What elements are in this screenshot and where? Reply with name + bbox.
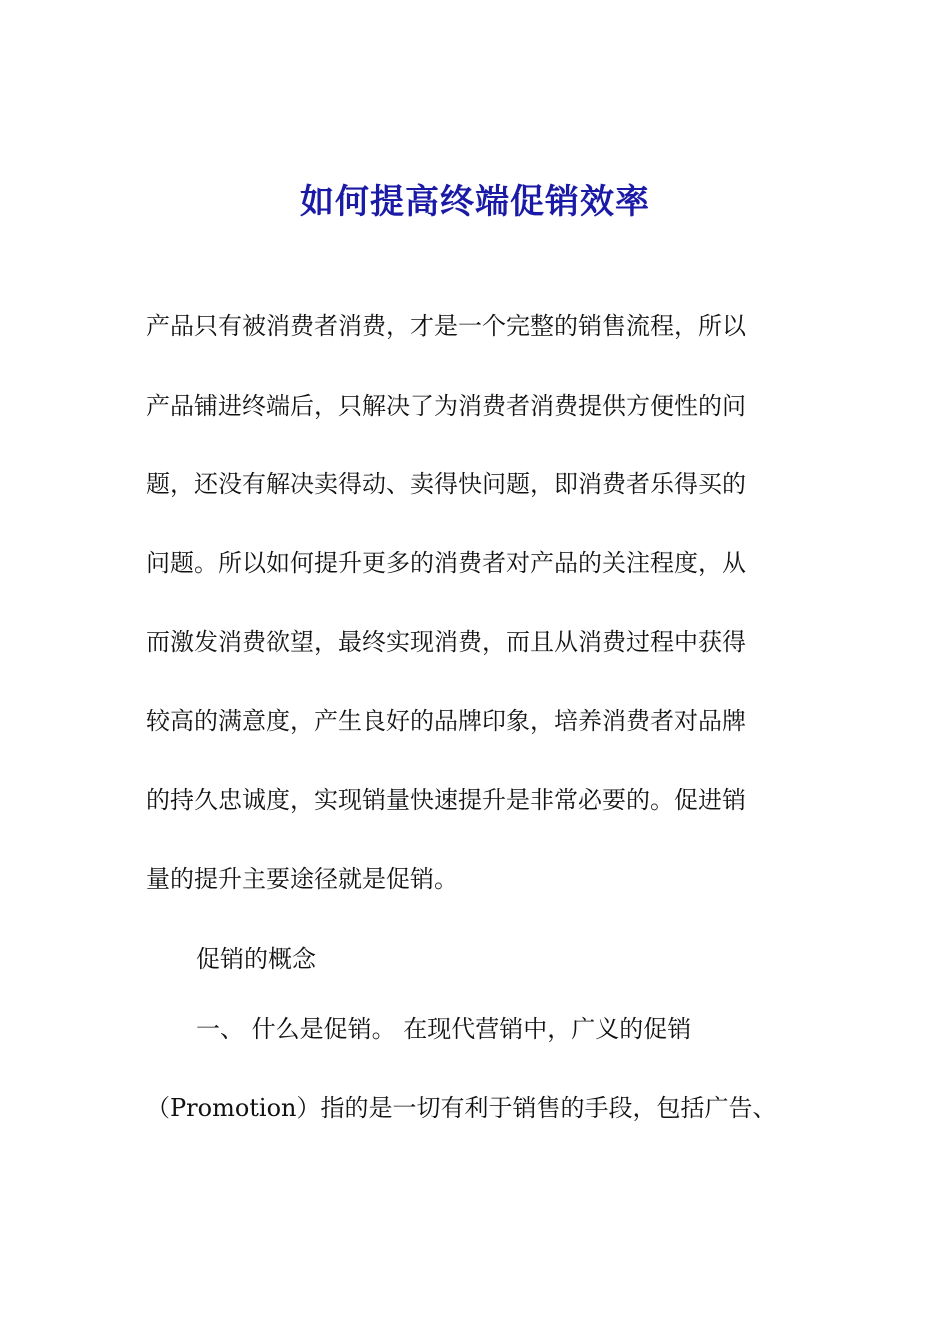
paragraph-line: （Promotion）指的是一切有利于销售的手段，包括广告、 [146, 1094, 777, 1122]
paragraph-line: 产品只有被消费者消费，才是一个完整的销售流程，所以 [146, 312, 746, 340]
paragraph-line: 较高的满意度，产生良好的品牌印象，培养消费者对品牌 [146, 707, 746, 735]
paragraph-line: 问题。所以如何提升更多的消费者对产品的关注程度，从 [146, 549, 746, 577]
section-heading: 促销的概念 [196, 945, 316, 973]
document-title: 如何提高终端促销效率 [300, 182, 650, 222]
paragraph-line: 而激发消费欲望，最终实现消费，而且从消费过程中获得 [146, 628, 746, 656]
paragraph-line: 产品铺进终端后，只解决了为消费者消费提供方便性的问 [146, 392, 746, 420]
paragraph-line: 题，还没有解决卖得动、卖得快问题，即消费者乐得买的 [146, 470, 746, 498]
paragraph-line: 一、 什么是促销。 在现代营销中，广义的促销 [196, 1015, 692, 1043]
paragraph-line: 的持久忠诚度，实现销量快速提升是非常必要的。促进销 [146, 786, 746, 814]
paragraph-line: 量的提升主要途径就是促销。 [146, 865, 458, 893]
